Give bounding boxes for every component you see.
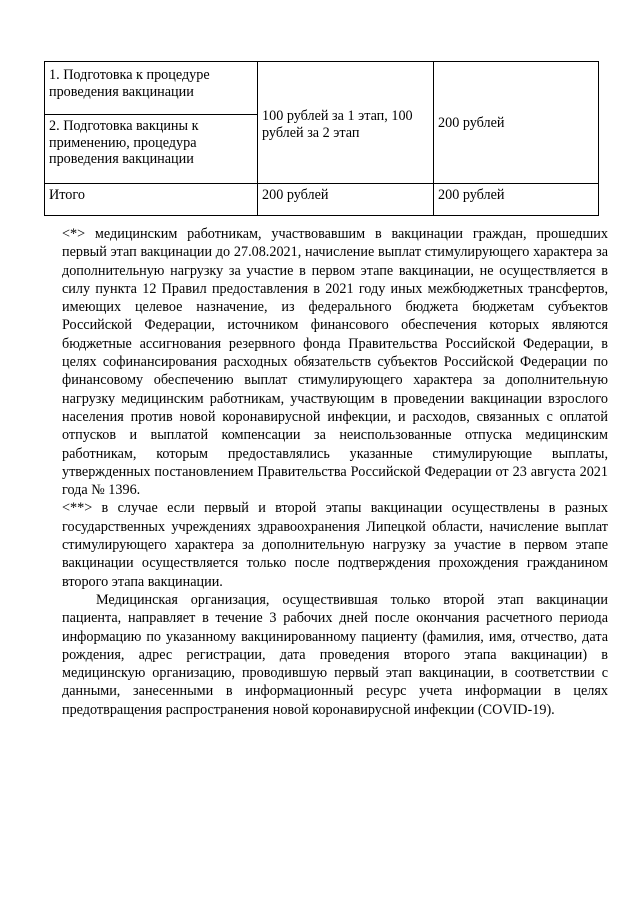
table-total-row	[45, 184, 599, 216]
table-row	[45, 62, 599, 115]
body-paragraph: Медицинская организация, осуществившая только второй этап вакцинации пациента, направляет в течение 3 рабочих дней после окончания расчетного периода информацию по указанному вакцинированному пациенту (фамилия, имя, отчество, дата рождения, адрес регистрации, дата проведения второго этапа вакцинации) в медицинскую организацию, проводившую первый этап вакцинации, в соответствии с данными, занесенными в информационный ресурс учета информации в целях предотвращения распространения новой коронавирусной инфекции (COVID-19).	[62, 591, 608, 718]
stage-rate-cell: 100 рублей за 1 этап, 100 рублей за 2 этап	[258, 62, 434, 184]
total-label: Итого	[45, 184, 258, 216]
footnote-2: <**> в случае если первый и второй этапы вакцинации осуществлены в разных государственных учреждениях здравоохранения Липецкой области, начисление выплат стимулирующего характера за дополнительную нагрузку за участие в первом этапе вакцинации осуществляется только после подтверждения прохождения гражданином второго этапа вакцинации.	[62, 500, 608, 590]
payment-table	[44, 61, 599, 216]
stage-total-cell: 200 рублей	[434, 62, 599, 184]
notes-block	[62, 225, 608, 719]
stage-1-label: 1. Подготовка к процедуре проведения вакцинации	[45, 62, 258, 115]
footnote-1: <*> медицинским работникам, участвовавшим в вакцинации граждан, прошедших первый этап вакцинации до 27.08.2021, начисление выплат стимулирующего характера за дополнительную нагрузку за участие в первом этапе вакцинации, не осуществляется в силу пункта 12 Правил предоставления в 2021 году иных межбюджетных трансфертов, имеющих целевое назначение, из федерального бюджета бюджетам субъектов Российской Федерации, источником финансового обеспечения которых являются бюджетные ассигнования резервного фонда Правительства Российской Федерации, в целях софинансирования расходных обязательств субъектов Российской Федерации по финансовому обеспечению выплат стимулирующего характера за дополнительную нагрузку медицинским работникам, участвующим в проведении вакцинации взрослого населения против новой коронавирусной инфекции, и расходов, связанных с оплатой отпусков и выплатой компенсации за неиспользованные отпуска медицинским работникам, которым предоставлялись указанные стимулирующие выплаты, утвержденных постановлением Правительства Российской Федерации от 23 августа 2021 года № 1396.	[62, 226, 608, 499]
stage-2-label: 2. Подготовка вакцины к применению, процедура проведения вакцинации	[45, 115, 258, 184]
total-sum: 200 рублей	[434, 184, 599, 216]
total-rate: 200 рублей	[258, 184, 434, 216]
